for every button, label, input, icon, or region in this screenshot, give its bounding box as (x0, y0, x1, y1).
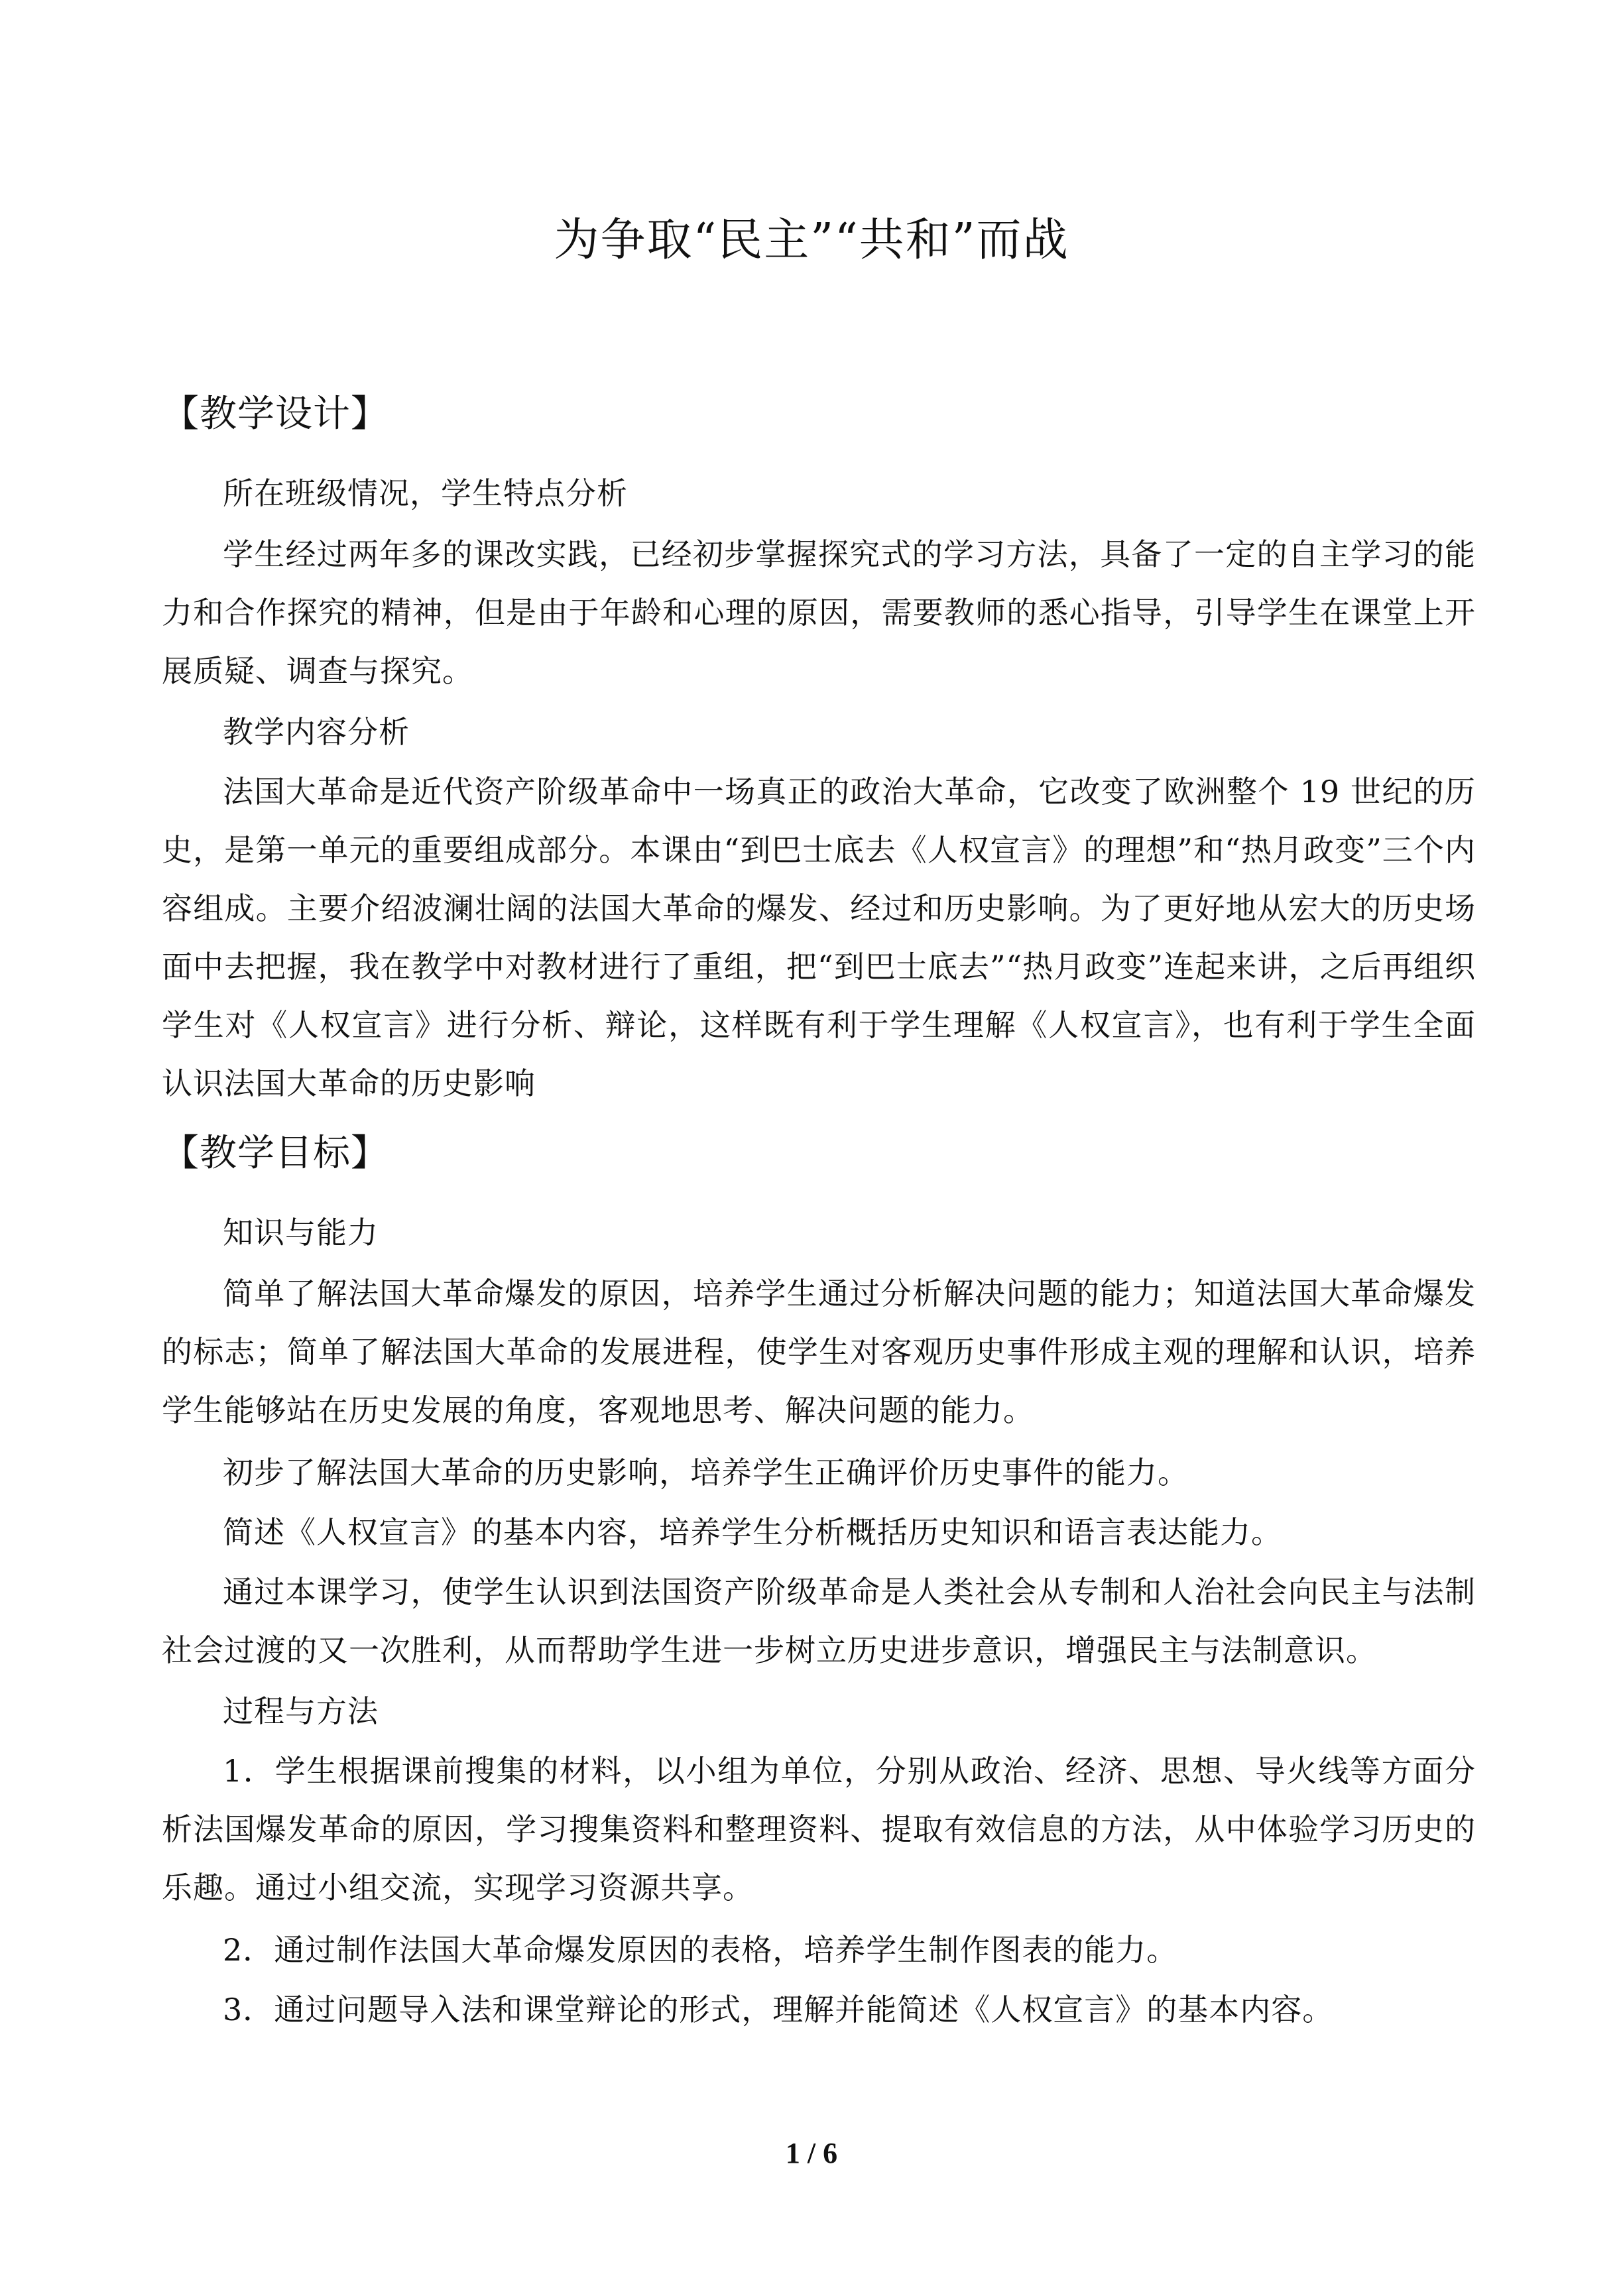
subheading-process-method: 过程与方法 (223, 1693, 379, 1729)
section-heading-teaching-goals: 【教学目标】 (162, 1132, 389, 1175)
section-heading-teaching-design: 【教学设计】 (162, 393, 389, 436)
document-title: 为争取“民主”“共和”而战 (554, 214, 1069, 267)
paragraph-content-analysis: 法国大革命是近代资产阶级革命中一场真正的政治大革命，它改变了欧洲整个 19 世纪的历史，是第一单元的重要组成部分。本课由“到巴士底去《人权宣言》的理想”和“热月政变”三个内容组成。主要介绍波澜壮阔的法国大革命的爆发、经过和历史影响。为了更好地从宏大的历史场面中去把握，我在教学中对教材进行了重组，把“到巴士底去”“热月政变”连起来讲，之后再组织学生对《人权宣言》进行分析、辩论，这样既有利于学生理解《人权宣言》，也有利于学生全面认识法国大革命的历史影响 (162, 774, 1476, 1101)
list-item-method-1: 1．学生根据课前搜集的材料，以小组为单位，分别从政治、经济、思想、导火线等方面分析法国爆发革命的原因，学习搜集资料和整理资料、提取有效信息的方法，从中体验学习历史的乐趣。通过小组交流，实现学习资源共享。 (162, 1753, 1476, 1905)
list-item-method-2: 2．通过制作法国大革命爆发原因的表格，培养学生制作图表的能力。 (223, 1932, 1178, 1968)
paragraph-knowledge-1: 简单了解法国大革命爆发的原因，培养学生通过分析解决问题的能力；知道法国大革命爆发的标志；简单了解法国大革命的发展进程，使学生对客观历史事件形成主观的理解和认识，培养学生能够站在历史发展的角度，客观地思考、解决问题的能力。 (162, 1276, 1476, 1428)
paragraph-student-analysis: 学生经过两年多的课改实践，已经初步掌握探究式的学习方法，具备了一定的自主学习的能力和合作探究的精神，但是由于年龄和心理的原因，需要教师的悉心指导，引导学生在课堂上开展质疑、调查与探究。 (162, 536, 1476, 689)
subheading-content-analysis: 教学内容分析 (223, 714, 410, 750)
list-item-method-3: 3．通过问题导入法和课堂辩论的形式，理解并能简述《人权宣言》的基本内容。 (223, 1992, 1334, 2027)
paragraph-knowledge-4: 通过本课学习，使学生认识到法国资产阶级革命是人类社会从专制和人治社会向民主与法制社会过渡的又一次胜利，从而帮助学生进一步树立历史进步意识，增强民主与法制意识。 (162, 1574, 1476, 1668)
subheading-class-analysis: 所在班级情况，学生特点分析 (223, 475, 628, 511)
page-number: 1 / 6 (785, 2137, 838, 2169)
subheading-knowledge-ability: 知识与能力 (223, 1215, 379, 1250)
paragraph-knowledge-2: 初步了解法国大革命的历史影响，培养学生正确评价历史事件的能力。 (223, 1455, 1189, 1490)
paragraph-knowledge-3: 简述《人权宣言》的基本内容，培养学生分析概括历史知识和语言表达能力。 (223, 1514, 1282, 1550)
